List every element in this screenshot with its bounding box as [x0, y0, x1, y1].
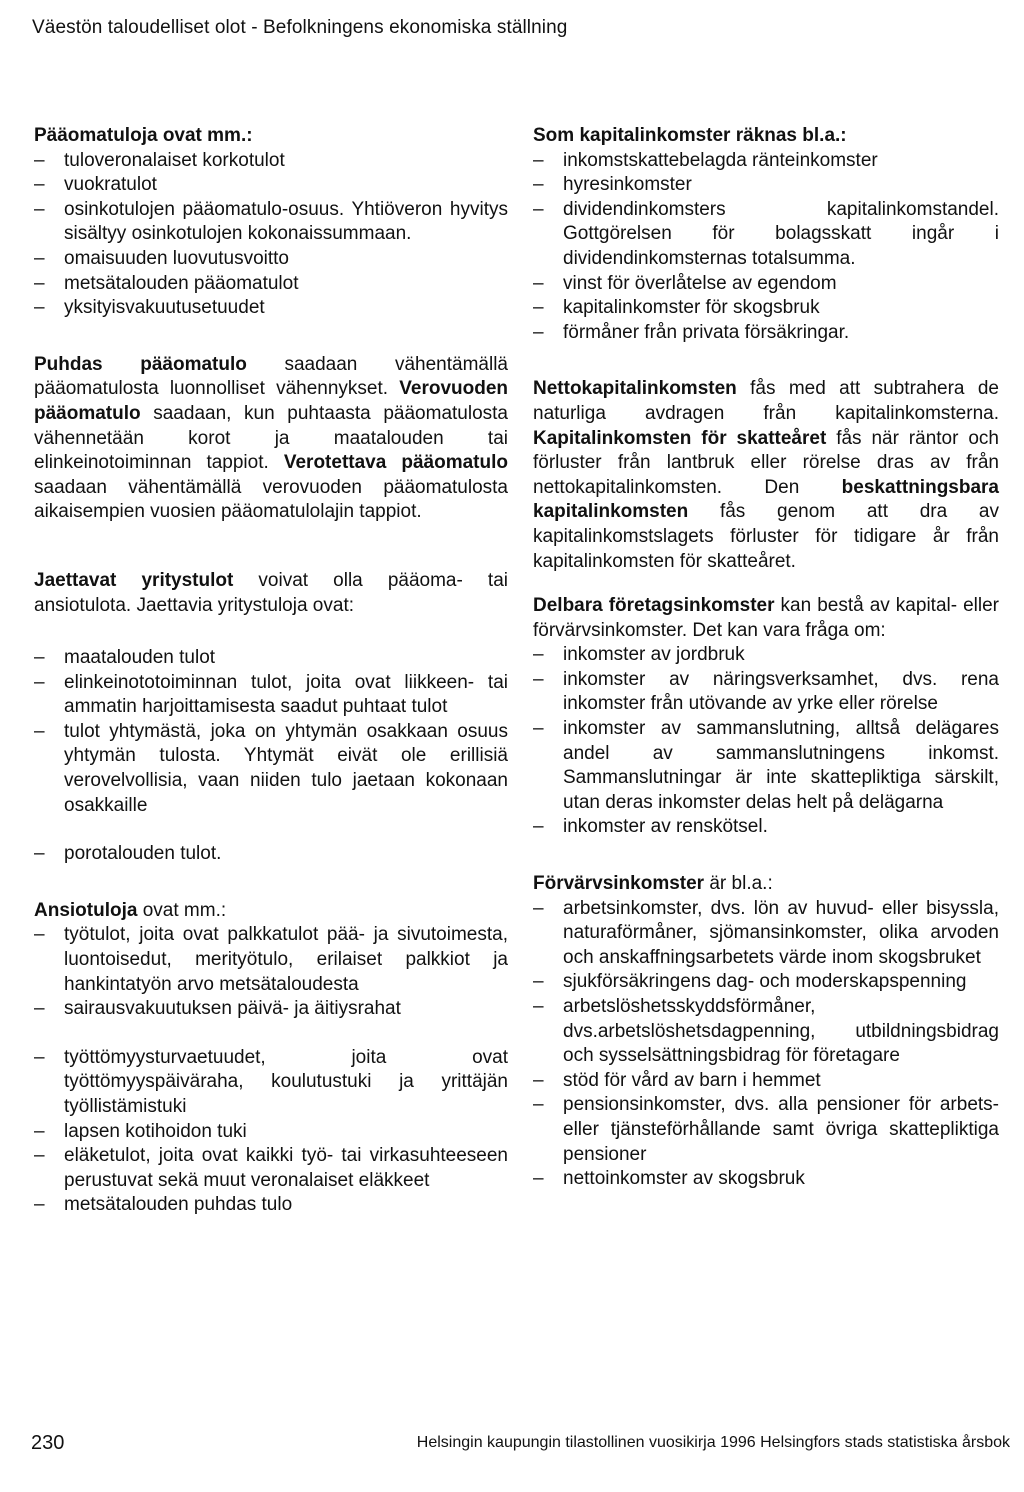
list-item: – inkomster av jordbruk [533, 643, 999, 668]
list-item: – inkomstskattebelagda ränteinkomster [533, 149, 999, 174]
sv-business-income-items [533, 643, 999, 840]
fi-capital-income-list [34, 124, 508, 321]
list-item: – arbetslöshetsskyddsförmåner, dvs.arbetslöshetsdagpenning, utbildningsbidrag och sysselsättningsbidrag för företagare [533, 995, 999, 1069]
sv-capital-income-list [533, 124, 999, 345]
list-item: – elinkeinototoiminnan tulot, joita ovat liikkeen- tai ammatin harjoittamisesta saadut puhtaat tulot [34, 671, 508, 720]
list-item: – eläketulot, joita ovat kaikki työ- tai virkasuhteeseen perustuvat sekä muut veronalaiset eläkkeet [34, 1144, 508, 1193]
list-item: – vuokratulot [34, 173, 508, 198]
list-item: – inkomster av näringsverksamhet, dvs. rena inkomster från utövande av yrke eller rörelse [533, 668, 999, 717]
list-item: – osinkotulojen pääomatulo-osuus. Yhtiöveron hyvitys sisältyy osinkotulojen kokonaissummaan. [34, 198, 508, 247]
sv-business-income-intro: Delbara företagsinkomster kan bestå av kapital- eller förvärvsinkomster. Det kan vara fråga om: [533, 595, 999, 641]
list-item: – inkomster av sammanslutning, alltså delägares andel av sammanslutningens inkomst. Sammanslutningar är inte skattepliktiga särskilt, utan deras inkomster delas helt på delägarna [533, 717, 999, 815]
list-item: – nettoinkomster av skogsbruk [533, 1167, 999, 1192]
fi-business-income-section [34, 569, 508, 867]
list-item: – lapsen kotihoidon tuki [34, 1120, 508, 1145]
fi-earned-income-items-2 [34, 1046, 508, 1218]
fi-earned-income-section [34, 899, 508, 1218]
sv-earned-income-section [533, 872, 999, 1192]
list-item: – tuloveronalaiset korkotulot [34, 149, 508, 174]
list-item: – tulot yhtymästä, joka on yhtymän osakkaan osuus yhtymän tulosta. Yhtymät eivät ole erillisiä verovelvollisia, vaan niiden tulo jaetaan kokonaan osakkaille [34, 720, 508, 818]
list-item: – kapitalinkomster för skogsbruk [533, 296, 999, 321]
fi-business-income-items [34, 646, 508, 818]
sv-capital-income-heading: Som kapitalinkomster räknas bl.a.: [533, 125, 847, 146]
list-item: – stöd för vård av barn i hemmet [533, 1069, 999, 1094]
list-item: – vinst för överlåtelse av egendom [533, 272, 999, 297]
list-item: – förmåner från privata försäkringar. [533, 321, 999, 346]
finnish-column [34, 124, 508, 1218]
page-header: Väestön taloudelliset olot - Befolkningens ekonomiska ställning [32, 17, 568, 38]
list-item: – arbetsinkomster, dvs. lön av huvud- eller bisyssla, naturaförmåner, sjömansinkomster, olika arvoden och anskaffningsarbetets värde inom skogsbruket [533, 897, 999, 971]
sv-earned-income-items [533, 897, 999, 1192]
list-item: – työtulot, joita ovat palkkatulot pää- ja sivutoimesta, luontoisedut, merityötulo, erilaiset palkkiot ja hankintatyön arvo metsätaloudesta [34, 923, 508, 997]
sv-business-income-section [533, 594, 999, 840]
fi-earned-income-items [34, 923, 508, 1021]
list-item: – yksityisvakuutusetuudet [34, 296, 508, 321]
list-item: – maatalouden tulot [34, 646, 508, 671]
list-item: – hyresinkomster [533, 173, 999, 198]
sv-earned-income-heading: Förvärvsinkomster är bl.a.: [533, 873, 773, 895]
list-item: – dividendinkomsters kapitalinkomstandel. Gottgörelsen för bolagsskatt ingår i dividendinkomsternas totalsumma. [533, 198, 999, 272]
list-item: – metsätalouden puhdas tulo [34, 1193, 508, 1218]
fi-earned-income-heading: Ansiotuloja ovat mm.: [34, 899, 227, 921]
list-item: – inkomster av renskötsel. [533, 815, 999, 840]
list-item: – sairausvakuutuksen päivä- ja äitiysrahat [34, 997, 508, 1022]
list-item: – metsätalouden pääomatulot [34, 272, 508, 297]
fi-business-income-intro: Jaettavat yritystulot voivat olla pääoma- tai ansiotulota. Jaettavia yritystuloja ovat: [34, 569, 508, 616]
fi-business-income-items-2 [34, 842, 508, 867]
sv-capital-income-items [533, 149, 999, 346]
fi-net-capital-income-paragraph: Puhdas pääomatulo saadaan vähentämällä pääomatulosta luonnolliset vähennykset. Verovuoden pääomatulo saadaan, kun puhtaasta pääomatulosta vähennetään korot ja maatalouden tai elinkeinotoiminnan tappiot. Verotettava pääomatulo saadaan vähentämällä verovuoden pääomatulosta aikaisempien vuosien pääomatulolajin tappiot. [34, 353, 508, 523]
list-item: – pensionsinkomster, dvs. alla pensioner för arbets- eller tjänsteförhållande samt övriga skattepliktiga pensioner [533, 1093, 999, 1167]
list-item: – porotalouden tulot. [34, 842, 508, 867]
list-item: – omaisuuden luovutusvoitto [34, 247, 508, 272]
footer-title: Helsingin kaupungin tilastollinen vuosikirja 1996 Helsingfors stads statistiska årsbok [416, 1434, 1010, 1451]
list-item: – sjukförsäkringens dag- och moderskapspenning [533, 970, 999, 995]
sv-net-capital-income-paragraph: Nettokapitalinkomsten fås med att subtrahera de naturliga avdragen från kapitalinkomsterna. Kapitalinkomsten för skatteåret fås när räntor och förluster från lantbruk eller rörelse dras av från nettokapitalinkomsten. Den beskattningsbara kapitalinkomsten fås genom att dra av kapitalinkomstslagets förluster för tidigare år från kapitalinkomsten för skatteåret. [533, 378, 999, 572]
fi-capital-income-heading: Pääomatuloja ovat mm.: [34, 125, 253, 146]
list-item: – työttömyysturvaetuudet, joita ovat työttömyyspäiväraha, koulutustuki ja yrittäjän työllistämistuki [34, 1046, 508, 1120]
page-number: 230 [31, 1432, 65, 1454]
swedish-column [533, 124, 999, 1192]
fi-capital-income-items [34, 149, 508, 321]
